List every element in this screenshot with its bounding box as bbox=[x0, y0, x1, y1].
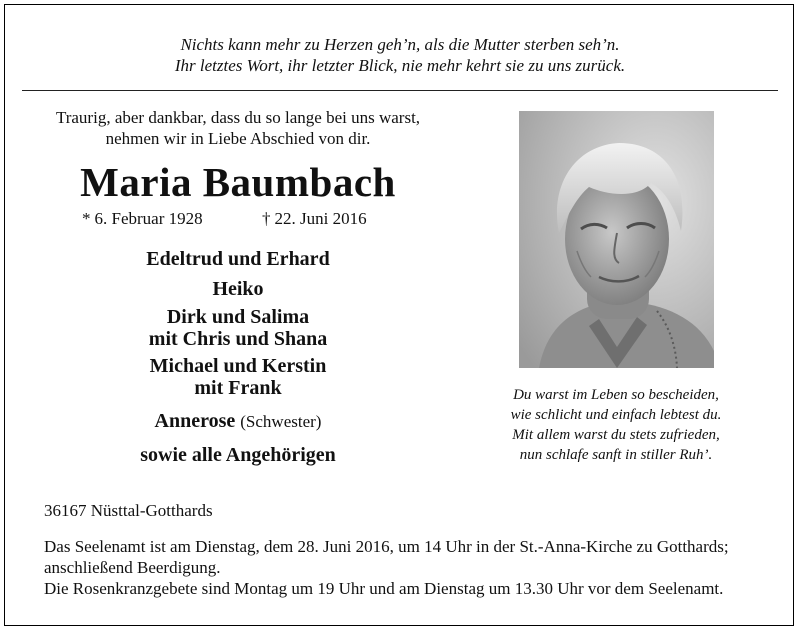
death-date-text: 22. Juni 2016 bbox=[274, 209, 367, 228]
mourner-group bbox=[24, 355, 452, 399]
mourner-group bbox=[24, 306, 452, 350]
intro-line: Traurig, aber dankbar, dass du so lange bei uns warst, bbox=[55, 108, 421, 127]
verse-line: wie schlicht und einfach lebtest du. bbox=[510, 407, 722, 423]
closing-verse bbox=[480, 385, 752, 465]
mourner-line: Dirk und Salima bbox=[166, 306, 310, 328]
mourner-line: Edeltrud und Erhard bbox=[146, 248, 330, 270]
verse-line: nun schlafe sanft in stiller Ruh’. bbox=[519, 447, 713, 463]
death-date bbox=[262, 208, 367, 229]
details-line: Die Rosenkranzgebete sind Montag um 19 Uhr und am Dienstag um 13.30 Uhr vor dem Seelenamt. bbox=[44, 579, 724, 598]
intro-text bbox=[24, 107, 452, 149]
death-cross-icon: † bbox=[262, 209, 271, 228]
details-line: Das Seelenamt ist am Dienstag, dem 28. Juni 2016, um 14 Uhr in der St.-Anna-Kirche zu Gotthards; bbox=[44, 537, 729, 556]
intro-line: nehmen wir in Liebe Abschied von dir. bbox=[105, 129, 371, 148]
verse-line: Du warst im Leben so bescheiden, bbox=[513, 387, 719, 403]
verse-line: Nichts kann mehr zu Herzen geh’n, als die Mutter sterben seh’n. bbox=[180, 35, 620, 54]
service-details bbox=[44, 536, 774, 599]
verse-line: Mit allem warst du stets zufrieden, bbox=[512, 427, 720, 443]
mourner-line: sowie alle Angehörigen bbox=[140, 444, 336, 466]
details-line: anschließend Beerdigung. bbox=[44, 558, 221, 577]
mourner-line: mit Chris und Shana bbox=[148, 328, 328, 350]
birth-star-icon: * bbox=[82, 209, 91, 228]
relation-note: (Schwester) bbox=[240, 412, 322, 431]
birth-date bbox=[82, 208, 203, 229]
mourner-name: Annerose bbox=[154, 410, 236, 432]
mourner-line-sister bbox=[24, 410, 452, 433]
opening-verse bbox=[0, 34, 800, 76]
deceased-name: Maria Baumbach bbox=[80, 159, 396, 205]
address: 36167 Nüsttal-Gotthards bbox=[44, 501, 213, 520]
mourner-line: Michael und Kerstin bbox=[149, 355, 327, 377]
verse-line: Ihr letztes Wort, ihr letzter Blick, nie mehr kehrt sie zu uns zurück. bbox=[174, 56, 626, 75]
portrait-photo bbox=[519, 111, 714, 368]
mourner-line: mit Frank bbox=[194, 377, 282, 399]
birth-date-text: 6. Februar 1928 bbox=[94, 209, 203, 228]
mourner-line: Heiko bbox=[212, 278, 264, 300]
divider-line bbox=[22, 90, 778, 91]
